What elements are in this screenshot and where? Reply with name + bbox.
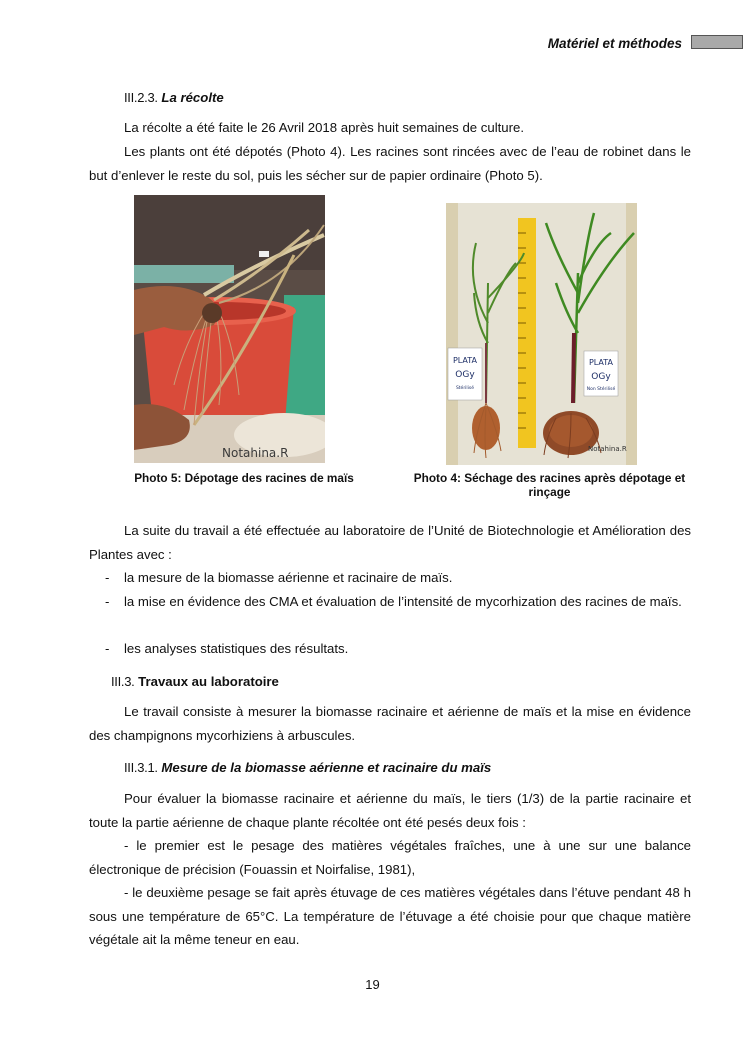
paragraph-lab-work: Le travail consiste à mesurer la biomasse racinaire et aérienne de maïs et la mise en évidence des champignons mycorhiziens à arbuscules.	[89, 704, 691, 743]
paragraph-harvest-date: La récolte a été faite le 26 Avril 2018 après huit semaines de culture.	[124, 120, 525, 135]
paragraph-harvest-method: Les plants ont été dépotés (Photo 4). Les racines sont rincées avec de l’eau de robinet dans le but d’enlever le reste du sol, puis les sécher sur de papier ordinaire (Photo 5).	[89, 144, 691, 183]
list-item	[89, 590, 691, 614]
photo-root-drying-image	[446, 203, 637, 465]
photo-root-depotting-image	[134, 195, 325, 463]
list-item-text: la mise en évidence des CMA et évaluation de l’intensité de mycorhization des racines de maïs.	[124, 594, 682, 609]
photo-root-drying	[446, 203, 637, 465]
page-content	[89, 0, 691, 1053]
photo-right-left-label-line1: PLATA	[452, 356, 478, 365]
photo-left-watermark: Notahina.R	[222, 446, 289, 460]
heading-title: La récolte	[161, 90, 224, 105]
list-item	[89, 637, 691, 661]
paragraph-first-weighing: - le premier est le pesage des matières végétales fraîches, une à une sur une balance électronique de précision (Fouassin et Noirfalise, 1981),	[89, 838, 691, 877]
paragraph-second-weighing: - le deuxième pesage se fait après étuvage de ces matières végétales dans l’étuve pendant 48 h sous une température de 65°C. La température de l’étuvage a été choisie pour que chaque matière végétale ait la même teneur en eau.	[89, 885, 691, 947]
photo-right-right-label-line3: Non Stérilisé	[586, 387, 616, 392]
heading-section-3-3	[111, 670, 279, 694]
header-section-title: Matériel et méthodes	[547, 36, 682, 51]
list-item-text: la mesure de la biomasse aérienne et racinaire de maïs.	[124, 570, 453, 585]
caption-photo-5: Photo 5: Dépotage des racines de maïs	[134, 471, 354, 485]
heading-title: Mesure de la biomasse aérienne et racinaire du maïs	[161, 760, 492, 775]
photo-right-left-label-line3: Stérilisé	[455, 386, 475, 391]
list-item-text: les analyses statistiques des résultats.	[124, 641, 349, 656]
heading-section-3-3-1	[124, 756, 491, 780]
paragraph-lab-intro: La suite du travail a été effectuée au laboratoire de l’Unité de Biotechnologie et Amélioration des Plantes avec :	[89, 523, 691, 562]
heading-title: Travaux au laboratoire	[138, 674, 279, 689]
list-item	[89, 566, 691, 590]
heading-number: III.3.	[111, 674, 135, 689]
paragraph-biomass-method: Pour évaluer la biomasse racinaire et aérienne du maïs, le tiers (1/3) de la partie racinaire et toute la partie aérienne de chaque plante récoltée ont été pesés deux fois :	[89, 791, 691, 830]
heading-number: III.2.3.	[124, 90, 158, 105]
photo-right-right-label-line1: PLATA	[588, 358, 614, 367]
list-dash: -	[105, 641, 110, 656]
heading-section-3-2-3	[124, 86, 224, 110]
photo-root-depotting	[134, 195, 325, 463]
photo-right-right-label-line2: OGy	[591, 372, 611, 382]
page-number: 19	[365, 977, 380, 992]
caption-photo-4: Photo 4: Séchage des racines après dépotage et rinçage	[413, 471, 686, 499]
photo-right-watermark: Notahina.R	[588, 445, 627, 453]
list-dash: -	[105, 594, 110, 609]
heading-number: III.3.1.	[124, 760, 158, 775]
photo-right-left-label-line2: OGy	[455, 370, 475, 380]
header-tab-box	[691, 35, 743, 49]
list-dash: -	[105, 570, 110, 585]
